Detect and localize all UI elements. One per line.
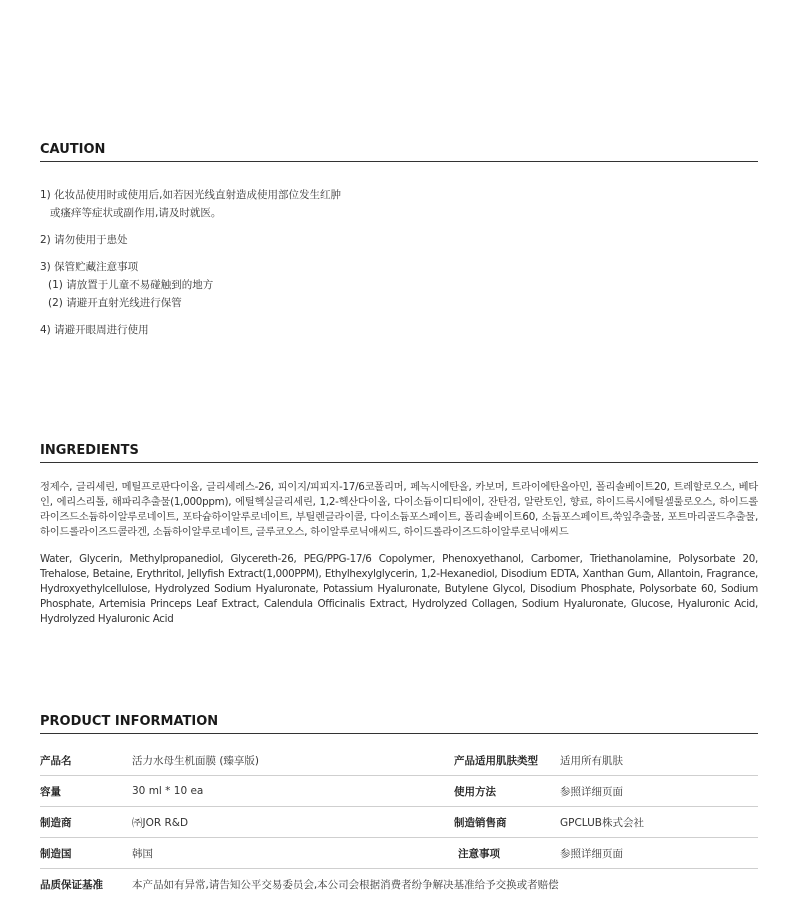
caution-heading: CAUTION xyxy=(40,142,758,162)
caution-item-1 xyxy=(40,186,758,222)
caution-item-4: 4) 请避开眼周进行使用 xyxy=(40,324,149,336)
quality-guarantee-value: 本产品如有异常,请告知公平交易委员会,本公司会根据消费者纷争解决基准给予交换或者赔偿 xyxy=(132,879,559,891)
ingredients-korean: 정제수, 글리세린, 메틸프로판다이올, 글리세레스-26, 피이지/피피지-17/6코폴리머, 페녹시에탄올, 카보머, 트라이에탄올아민, 폴리솔베이트20, 트레할로오스, 베타인, 에리스리톨, 해파리추출물(1,000ppm), 에틸헥실글리세린, 1,2-헥산다이올, 다이소듐이디티에이, 잔탄검, 알란토인, 향료, 하이드록시에틸셀룰로오스, 하이드롤라이즈드소듐하이알루로네이트, 포타슘하이알루로네이트, 부틸렌글라이콜, 다이소듐포스페이트, 폴리솔베이트60, 소듐포스페이트,쑥잎추출물, 포트마리골드추출물, 하이드롤라이즈드콜라겐, 소듐하이알루로네이트, 글루코오스, 하이알루로닉애씨드, 하이드롤라이즈드하이알루로닉애씨드 xyxy=(40,481,758,538)
product-name-value: 活力水母生机面膜 (臻享版) xyxy=(132,754,260,767)
usage-value: 参照详细页面 xyxy=(560,785,623,798)
ingredients-heading: INGREDIENTS xyxy=(40,443,758,463)
caution-item-1-line-2: 或瘙痒等症状或副作用,请及时就医。 xyxy=(50,207,222,219)
caution-list xyxy=(40,186,758,348)
table-row xyxy=(40,869,758,900)
quality-guarantee-label: 品质保证基准 xyxy=(40,879,103,891)
caution-item-3-sub-2: (2) 请避开直射光线进行保管 xyxy=(48,297,182,309)
capacity-value: 30 ml * 10 ea xyxy=(132,785,204,797)
product-name-label: 产品名 xyxy=(40,754,72,767)
distributor-label: 制造销售商 xyxy=(454,816,507,829)
manufacturer-label: 制造商 xyxy=(40,816,72,829)
product-info-heading: PRODUCT INFORMATION xyxy=(40,714,758,734)
product-info-table xyxy=(40,745,758,900)
usage-label: 使用方法 xyxy=(454,785,496,798)
caution-item-2: 2) 请勿使用于患处 xyxy=(40,234,128,246)
distributor-value: GPCLUB株式会社 xyxy=(560,816,645,829)
caution-item-3-title: 3) 保管贮藏注意事项 xyxy=(40,261,139,273)
skin-type-label: 产品适用肌肤类型 xyxy=(454,754,538,767)
precautions-value: 参照详细页面 xyxy=(560,847,623,860)
precautions-label: 注意事项 xyxy=(458,847,500,860)
caution-item-1-line-1: 1) 化妆品使用时或使用后,如若因光线直射造成使用部位发生红肿 xyxy=(40,189,341,201)
manufacturer-value: ㈜JOR R&D xyxy=(132,816,189,829)
table-row xyxy=(40,745,758,776)
table-row xyxy=(40,838,758,869)
caution-item-3-sub-1: (1) 请放置于儿童不易碰触到的地方 xyxy=(48,279,214,291)
country-value: 韩国 xyxy=(132,847,153,860)
ingredients-english: Water, Glycerin, Methylpropanediol, Glycereth-26, PEG/PPG-17/6 Copolymer, Phenoxyethanol, Carbomer, Triethanolamine, Polysorbate 20, Trehalose, Betaine, Erythritol, Jellyfish Extract(1,000PPM), Ethylhexylglycerin, 1,2-Hexanediol, Disodium EDTA, Xanthan Gum, Allantoin, Fragrance, Hydroxyethylcellulose, Hydrolyzed Sodium Hyaluronate, Potassium Hyaluronate, Butylene Glycol, Disodium Phosphate, Polysorbate 60, Sodium Phosphate, Artemisia Princeps Leaf Extract, Calendula Officinalis Extract, Hydrolyzed Collagen, Sodium Hyaluronate, Glucose, Hyaluronic Acid, Hydrolyzed Hyaluronic Acid xyxy=(40,553,758,625)
capacity-label: 容量 xyxy=(40,785,61,798)
caution-item-3 xyxy=(40,258,758,312)
country-label: 制造国 xyxy=(40,847,72,860)
skin-type-value: 适用所有肌肤 xyxy=(560,754,623,767)
table-row xyxy=(40,776,758,807)
table-row xyxy=(40,807,758,838)
